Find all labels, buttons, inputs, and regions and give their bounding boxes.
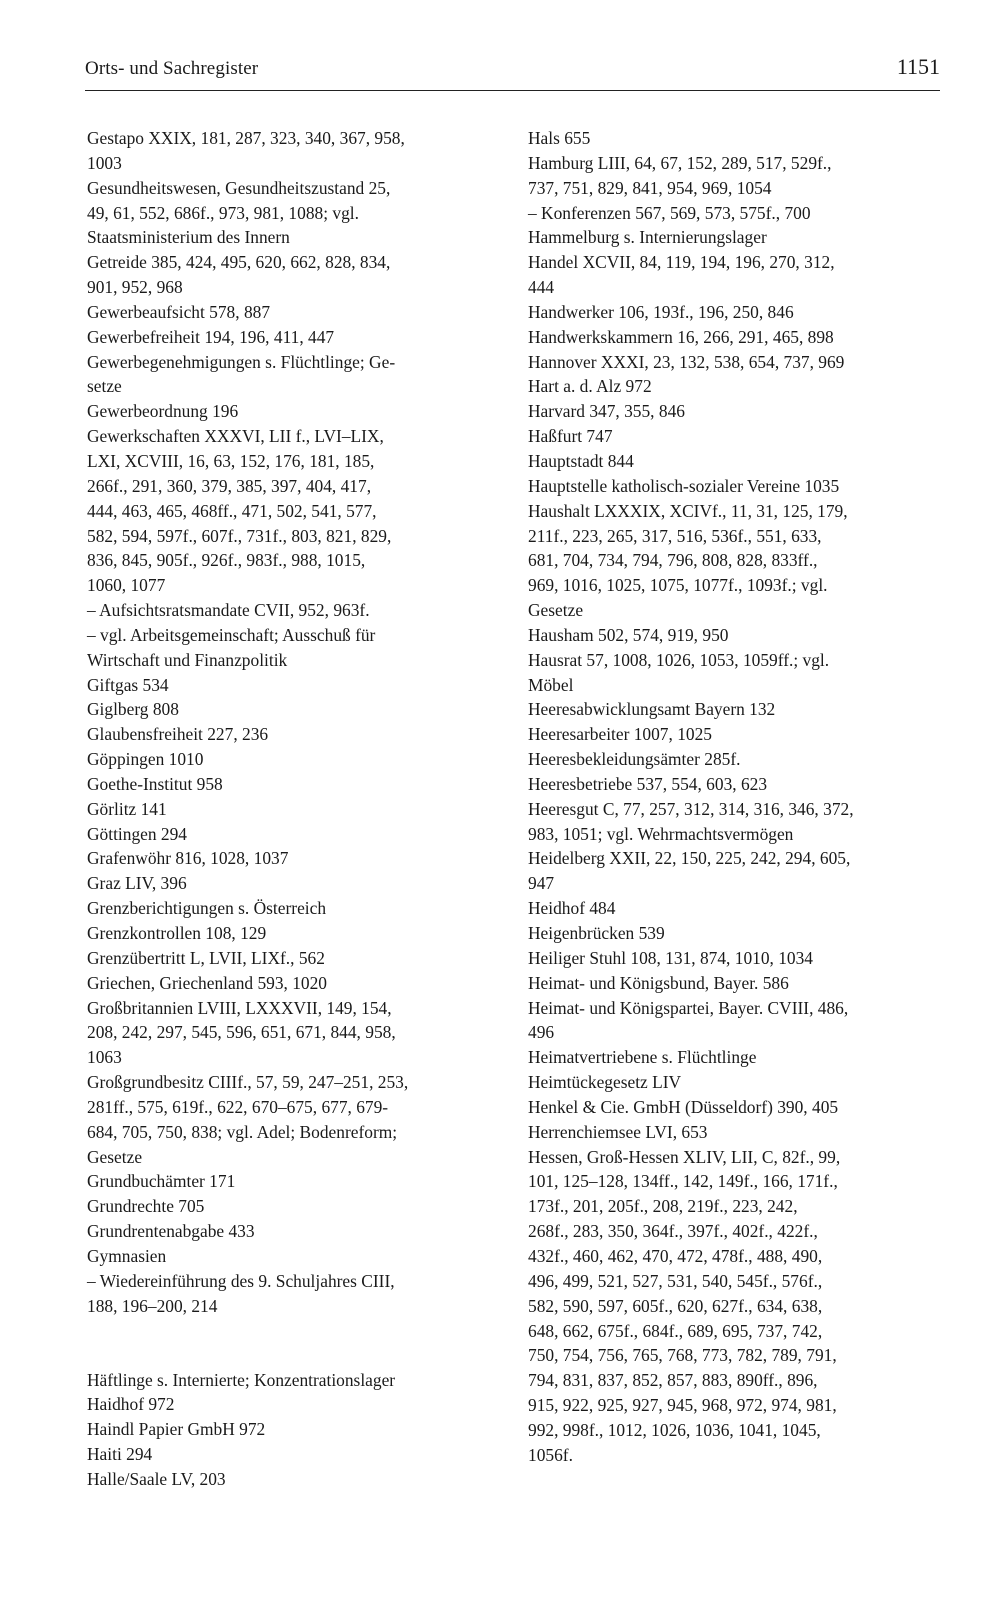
entries-h [87, 1368, 495, 1492]
index-entry-line: 681, 704, 734, 794, 796, 808, 828, 833ff., [528, 550, 818, 571]
index-entry-line: Gesetze [528, 600, 584, 621]
index-entry [87, 822, 495, 847]
index-entry-line: 947 [528, 873, 555, 894]
index-entry [87, 250, 495, 300]
index-column-right [528, 126, 942, 1468]
index-entry [87, 399, 495, 424]
index-entry-line: Haushalt LXXXIX, XCIVf., 11, 31, 125, 179, [528, 500, 848, 521]
index-entry-line: 582, 594, 597f., 607f., 731f., 803, 821, 829, [87, 525, 392, 546]
index-entry [87, 623, 495, 673]
index-entry [528, 126, 942, 151]
index-entry [87, 722, 495, 747]
index-entry-line: Großgrundbesitz CIIIf., 57, 59, 247–251, 253, [87, 1072, 409, 1093]
index-entry-line: 1003 [87, 152, 122, 173]
index-entry-line: 794, 831, 837, 852, 857, 883, 890ff., 896, [528, 1370, 818, 1391]
index-entry [528, 399, 942, 424]
index-entry-line: 992, 998f., 1012, 1026, 1036, 1041, 1045, [528, 1419, 821, 1440]
index-entry-line: Griechen, Griechenland 593, 1020 [87, 972, 328, 993]
index-entry-line: 208, 242, 297, 545, 596, 651, 671, 844, 958, [87, 1022, 396, 1043]
index-entry-line: Goethe-Institut 958 [87, 773, 223, 794]
index-entry-line: Heidelberg XXII, 22, 150, 225, 242, 294, 605, [528, 848, 851, 869]
index-entry-line: 266f., 291, 360, 379, 385, 397, 404, 417, [87, 475, 372, 496]
index-entry [87, 1442, 495, 1467]
index-entry [87, 176, 495, 251]
index-entry [87, 300, 495, 325]
index-entry-line: Heigenbrücken 539 [528, 923, 665, 943]
index-entry-line: 173f., 201, 205f., 208, 219f., 223, 242, [528, 1196, 798, 1217]
index-entry [528, 250, 942, 300]
index-entry-line: 737, 751, 829, 841, 954, 969, 1054 [528, 177, 772, 198]
index-entry [87, 1169, 495, 1194]
index-entry [87, 971, 495, 996]
index-entry-line: Wirtschaft und Finanzpolitik [87, 649, 288, 670]
index-entry-line: Harvard 347, 355, 846 [528, 401, 685, 422]
index-entry-line: Heidhof 484 [528, 898, 616, 919]
index-entry-line: 268f., 283, 350, 364f., 397f., 402f., 422f., [528, 1221, 818, 1242]
index-entry [528, 946, 942, 971]
index-entry [528, 697, 942, 722]
index-entry-line: Hals 655 [528, 128, 591, 148]
index-entry-line: Grundbuchämter 171 [87, 1171, 236, 1192]
index-entry-line: Haßfurt 747 [528, 426, 613, 447]
index-entry [528, 996, 942, 1046]
index-entry [528, 971, 942, 996]
index-entry [87, 673, 495, 698]
index-entry-line: 281ff., 575, 619f., 622, 670–675, 677, 679- [87, 1096, 389, 1117]
index-entry [87, 1467, 495, 1492]
index-entry [87, 424, 495, 598]
index-entry [528, 648, 942, 698]
index-entry-line: Möbel [528, 674, 574, 695]
letter-gap [87, 1319, 495, 1368]
index-entry-line: Heeresbetriebe 537, 554, 603, 623 [528, 773, 768, 794]
index-entry-line: setze [87, 376, 122, 397]
index-entry [87, 846, 495, 871]
index-entry-line: 684, 705, 750, 838; vgl. Adel; Bodenreform; [87, 1121, 398, 1142]
index-column-left [87, 126, 495, 1492]
index-entry [528, 225, 942, 250]
page-header [85, 54, 940, 91]
index-entry [528, 1095, 942, 1120]
index-entry [528, 772, 942, 797]
index-entry-line: Giglberg 808 [87, 699, 179, 720]
index-entry-line: Haidhof 972 [87, 1394, 175, 1415]
index-entry-line: 983, 1051; vgl. Wehrmachtsvermögen [528, 823, 794, 844]
index-entry-line: Grenzberichtigungen s. Österreich [87, 898, 327, 919]
index-entry-line: Heeresgut C, 77, 257, 312, 314, 316, 346, 372, [528, 798, 854, 819]
index-entry [528, 722, 942, 747]
index-entry-line: – vgl. Arbeitsgemeinschaft; Ausschuß für [87, 624, 376, 645]
index-entry-line: Haindl Papier GmbH 972 [87, 1419, 266, 1440]
index-entry [87, 1417, 495, 1442]
index-entry-line: Gewerkschaften XXXVI, LII f., LVI–LIX, [87, 426, 384, 447]
index-entry-line: 444 [528, 277, 555, 298]
index-entry-line: – Wiedereinführung des 9. Schuljahres CIII, [87, 1270, 395, 1291]
index-entry-line: 582, 590, 597, 605f., 620, 627f., 634, 638, [528, 1295, 823, 1316]
index-entry [528, 201, 942, 226]
index-entry [87, 1070, 495, 1169]
index-entry [87, 1368, 495, 1393]
index-entry [528, 921, 942, 946]
index-entry [528, 499, 942, 623]
index-entry-line: – Aufsichtsratsmandate CVII, 952, 963f. [87, 600, 370, 621]
index-entry [528, 896, 942, 921]
index-entry [528, 846, 942, 896]
index-entry [528, 325, 942, 350]
index-entry-line: Gewerbeordnung 196 [87, 401, 239, 422]
index-entry-line: Hart a. d. Alz 972 [528, 376, 652, 397]
index-entry-line: 444, 463, 465, 468ff., 471, 502, 541, 577, [87, 500, 377, 521]
index-entry-line: Gesundheitswesen, Gesundheitszustand 25, [87, 177, 391, 198]
index-entry-line: 496, 499, 521, 527, 531, 540, 545f., 576f., [528, 1270, 823, 1291]
index-entry-line: Grafenwöhr 816, 1028, 1037 [87, 848, 289, 869]
index-entry [528, 474, 942, 499]
running-title: Orts- und Sachregister [85, 58, 259, 79]
index-entry [87, 697, 495, 722]
index-entry-line: 750, 754, 756, 765, 768, 773, 782, 789, 791, [528, 1345, 837, 1366]
index-entry [528, 623, 942, 648]
index-entry-line: 1060, 1077 [87, 575, 166, 596]
index-entry-line: Handwerkskammern 16, 266, 291, 465, 898 [528, 326, 834, 347]
index-entry-line: Grundrechte 705 [87, 1196, 205, 1217]
index-entry-line: Großbritannien LVIII, LXXXVII, 149, 154, [87, 997, 392, 1018]
index-entry-line: Heiliger Stuhl 108, 131, 874, 1010, 1034 [528, 947, 814, 968]
index-entry-line: Heeresbekleidungsämter 285f. [528, 749, 741, 770]
index-entry [87, 598, 495, 623]
index-entry-line: 101, 125–128, 134ff., 142, 149f., 166, 171f., [528, 1171, 838, 1192]
index-entry-line: Halle/Saale LV, 203 [87, 1468, 226, 1489]
index-entry [87, 325, 495, 350]
index-entry [87, 350, 495, 400]
index-entry-line: Haiti 294 [87, 1444, 153, 1465]
index-entry-line: Grenzkontrollen 108, 129 [87, 923, 267, 943]
index-entry-line: Gewerbefreiheit 194, 196, 411, 447 [87, 326, 335, 347]
index-entry-line: 188, 196–200, 214 [87, 1295, 218, 1316]
index-entry-line: Graz LIV, 396 [87, 873, 187, 894]
index-entry-line: Henkel & Cie. GmbH (Düsseldorf) 390, 405 [528, 1096, 839, 1117]
entries-h-continued [528, 126, 942, 1468]
index-entry-line: Hausrat 57, 1008, 1026, 1053, 1059ff.; vgl. [528, 649, 830, 670]
index-entry [528, 1120, 942, 1145]
index-entry-line: Staatsministerium des Innern [87, 227, 290, 248]
index-entry-line: Giftgas 534 [87, 674, 169, 695]
index-entry [87, 1219, 495, 1244]
index-entry-line: Herrenchiemsee LVI, 653 [528, 1121, 708, 1142]
index-entry-line: 1063 [87, 1047, 122, 1068]
index-entry [87, 996, 495, 1071]
index-entry [528, 797, 942, 847]
index-entry-line: Heimat- und Königspartei, Bayer. CVIII, 486, [528, 997, 849, 1018]
index-entry-line: Hauptstelle katholisch-sozialer Vereine 1035 [528, 475, 840, 496]
index-entry [87, 1392, 495, 1417]
index-entry-line: Grundrentenabgabe 433 [87, 1221, 255, 1242]
index-entry-line: Handel XCVII, 84, 119, 194, 196, 270, 312, [528, 252, 835, 273]
index-entry [87, 772, 495, 797]
index-entry-line: 49, 61, 552, 686f., 973, 981, 1088; vgl. [87, 202, 359, 223]
index-entry [87, 797, 495, 822]
index-entry-line: 1056f. [528, 1444, 573, 1465]
index-entry-line: 496 [528, 1022, 555, 1043]
index-entry-line: Heeresabwicklungsamt Bayern 132 [528, 699, 776, 720]
index-entry-line: Heimtückegesetz LIV [528, 1072, 682, 1093]
index-entry-line: Gewerbeaufsicht 578, 887 [87, 301, 271, 322]
index-entry-line: – Konferenzen 567, 569, 573, 575f., 700 [528, 202, 811, 223]
index-entry-line: Grenzübertritt L, LVII, LIXf., 562 [87, 947, 325, 968]
index-entry-line: 836, 845, 905f., 926f., 983f., 988, 1015, [87, 550, 366, 571]
index-entry-line: LXI, XCVIII, 16, 63, 152, 176, 181, 185, [87, 450, 375, 471]
index-entry-line: Hauptstadt 844 [528, 450, 634, 471]
index-entry [528, 747, 942, 772]
index-entry-line: Gesetze [87, 1146, 143, 1167]
index-entry [87, 1194, 495, 1219]
index-entry [87, 1244, 495, 1269]
index-entry [87, 946, 495, 971]
index-entry-line: Görlitz 141 [87, 798, 167, 819]
index-entry-line: Hessen, Groß-Hessen XLIV, LII, C, 82f., 99, [528, 1146, 841, 1167]
index-entry-line: Heeresarbeiter 1007, 1025 [528, 724, 712, 745]
index-entry-line: 901, 952, 968 [87, 277, 183, 298]
index-entry-line: Gymnasien [87, 1245, 167, 1266]
index-entry-line: Hamburg LIII, 64, 67, 152, 289, 517, 529f., [528, 152, 832, 173]
index-entry [528, 449, 942, 474]
index-entry-line: Hannover XXXI, 23, 132, 538, 654, 737, 969 [528, 351, 845, 372]
index-entry-line: 211f., 223, 265, 317, 516, 536f., 551, 633, [528, 525, 822, 546]
index-entry [528, 1045, 942, 1070]
index-entry [528, 350, 942, 375]
index-entry-line: Heimatvertriebene s. Flüchtlinge [528, 1047, 757, 1068]
index-entry-line: Getreide 385, 424, 495, 620, 662, 828, 834, [87, 252, 391, 273]
index-entry [528, 300, 942, 325]
index-entry [87, 871, 495, 896]
index-entry-line: 915, 922, 925, 927, 945, 968, 972, 974, 981, [528, 1395, 837, 1416]
index-entry-line: Hausham 502, 574, 919, 950 [528, 624, 729, 645]
page-number: 1151 [896, 54, 940, 79]
index-entry-line: Göttingen 294 [87, 823, 187, 844]
index-entry-line: 969, 1016, 1025, 1075, 1077f., 1093f.; vgl. [528, 575, 828, 596]
index-entry [528, 151, 942, 201]
index-entry-line: Heimat- und Königsbund, Bayer. 586 [528, 972, 789, 993]
index-entry [87, 747, 495, 772]
index-entry-line: Handwerker 106, 193f., 196, 250, 846 [528, 301, 794, 322]
index-entry-line: Hammelburg s. Internierungslager [528, 227, 767, 248]
index-entry [87, 126, 495, 176]
index-entry-line: 648, 662, 675f., 684f., 689, 695, 737, 742, [528, 1320, 823, 1341]
index-entry [528, 374, 942, 399]
index-entry-line: Häftlinge s. Internierte; Konzentrationslager [87, 1369, 396, 1390]
index-entry-line: Gestapo XXIX, 181, 287, 323, 340, 367, 958, [87, 128, 405, 148]
index-entry-line: 432f., 460, 462, 470, 472, 478f., 488, 490, [528, 1245, 823, 1266]
index-entry-line: Gewerbegenehmigungen s. Flüchtlinge; Ge- [87, 351, 396, 372]
index-entry [87, 896, 495, 921]
index-entry-line: Göppingen 1010 [87, 749, 204, 770]
index-entry [528, 1145, 942, 1468]
index-entry-line: Glaubensfreiheit 227, 236 [87, 724, 269, 745]
index-entry [528, 1070, 942, 1095]
entries-g [87, 126, 495, 1319]
index-entry [87, 921, 495, 946]
index-entry [87, 1269, 495, 1319]
index-entry [528, 424, 942, 449]
